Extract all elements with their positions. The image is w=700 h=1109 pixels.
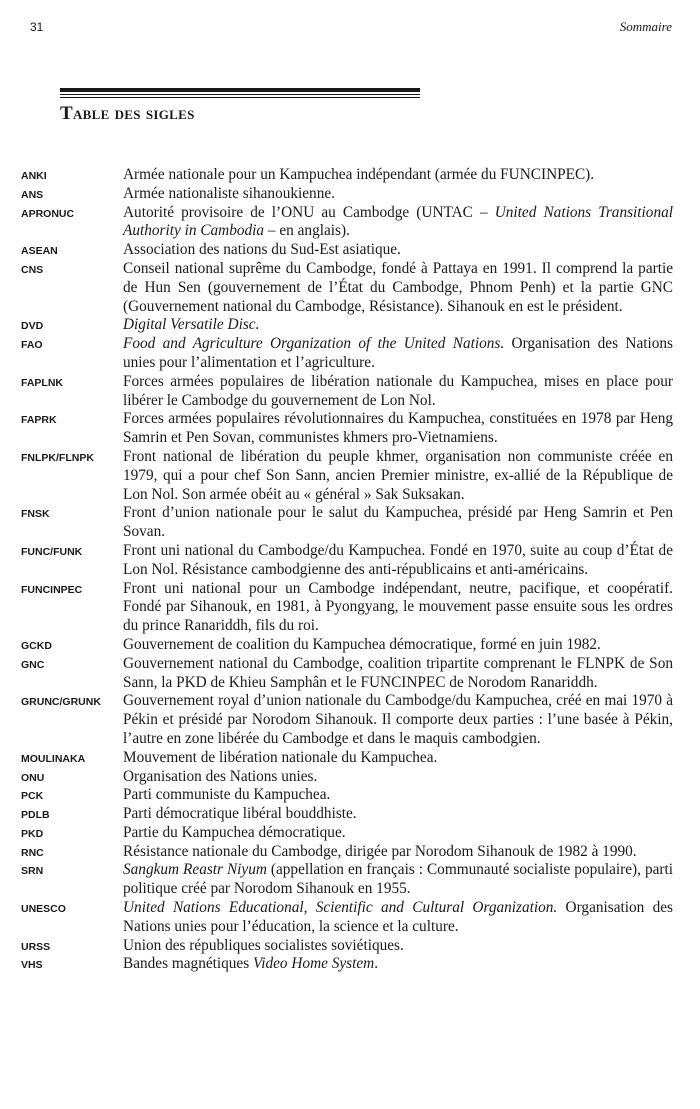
acronym-definition — [123, 692, 673, 748]
acronym-entry — [21, 373, 673, 411]
definition-segment: . — [374, 955, 379, 973]
acronym: PKD — [21, 827, 44, 840]
acronym-definition — [123, 843, 673, 862]
definition-segment: Organisation des Nations unies. — [123, 767, 318, 785]
definition-segment: Résistance nationale du Cambodge, dirigée par Norodom Sihanouk de 1982 à 1990. — [123, 842, 637, 860]
acronym: PDLB — [21, 809, 50, 822]
acronym: SRN — [21, 865, 44, 878]
definition-italic-segment: United Nations Educational, Scientific and Cultural Organization. — [123, 899, 558, 917]
acronym-entry — [21, 542, 673, 580]
acronym: APRONUC — [21, 207, 75, 220]
acronym-definition — [123, 899, 673, 937]
acronym-entry — [21, 185, 673, 204]
acronym-definition — [123, 768, 673, 787]
acronym-definition — [123, 655, 673, 693]
definition-segment: Organisation des Nations unies pour l’alimentation et l’agriculture. — [123, 335, 673, 371]
acronym-definition — [123, 373, 673, 411]
acronym-definition — [123, 316, 673, 335]
acronym-definition — [123, 448, 673, 504]
definition-segment: Parti communiste du Kampuchea. — [123, 786, 331, 804]
acronym: FAPLNK — [21, 376, 63, 389]
acronym-entry — [21, 749, 673, 768]
acronym-definition — [123, 937, 673, 956]
acronym-entry — [21, 955, 673, 974]
acronym: DVD — [21, 320, 44, 333]
acronym-entry — [21, 655, 673, 693]
acronym-entry — [21, 316, 673, 335]
acronym: ANKI — [21, 170, 47, 182]
definition-segment: Mouvement de libération nationale du Kampuchea. — [123, 748, 438, 766]
acronym-entry — [21, 899, 673, 937]
definition-segment: Bandes magnétiques — [123, 955, 253, 973]
definition-segment: Front national de libération du peuple khmer, organisation non communiste créée en 1979, qui a pour chef Son Sann, ancien Premier ministre, ex-allié de la République de Lon Nol. Son armée obéit au « général » Sak Suksakan. — [123, 447, 673, 503]
acronym-definition — [123, 636, 673, 655]
acronym-entry — [21, 260, 673, 316]
definition-segment: Union des républiques socialistes soviétiques. — [123, 936, 404, 954]
acronym-entry — [21, 805, 673, 824]
definition-segment: – en anglais). — [264, 222, 350, 240]
definition-segment: Forces armées populaires révolutionnaires du Kampuchea, constituées en 1978 par Heng Samrin et Pen Sovan, communistes khmers pro-Vietnamiens. — [123, 410, 673, 447]
acronym-definition — [123, 410, 673, 448]
definition-italic-segment: United Nations Transitional Authority in Cambodia — [123, 203, 674, 240]
definition-segment: Association des nations du Sud-Est asiatique. — [123, 241, 401, 259]
definition-italic-segment: Food and Agriculture Organization of the United Nations. — [123, 335, 505, 353]
acronym-definition — [123, 861, 673, 899]
acronym-entry — [21, 843, 673, 862]
definition-italic-segment: Digital Versatile Disc. — [123, 316, 260, 334]
acronym: VHS — [21, 959, 43, 972]
acronym-definition — [123, 749, 673, 768]
acronym-entry — [21, 448, 673, 504]
acronym: GNC — [21, 658, 45, 671]
definition-italic-segment: Video Home System — [253, 955, 375, 973]
acronym-definition — [123, 542, 673, 580]
acronym-entry — [21, 861, 673, 899]
acronym: CNS — [21, 263, 44, 276]
acronym-entry — [21, 580, 673, 636]
acronym: FUNCINPEC — [21, 583, 83, 596]
acronym-entry — [21, 786, 673, 805]
definition-segment: Organisation des Nations unies pour l’éducation, la science et la culture. — [123, 899, 673, 935]
definition-segment: Autorité provisoire de l’ONU au Cambodge (UNTAC – — [123, 203, 495, 221]
acronym-entry — [21, 636, 673, 655]
acronym-definition — [123, 580, 673, 636]
acronym: FAO — [21, 339, 43, 352]
acronym-list — [21, 166, 673, 974]
definition-segment: Front d’union nationale pour le salut du Kampuchea, présidé par Heng Samrin et Pen Sovan. — [123, 504, 673, 541]
acronym-entry — [21, 768, 673, 787]
acronym-entry — [21, 692, 673, 748]
acronym-definition — [123, 185, 673, 204]
acronym-definition — [123, 204, 673, 242]
acronym: ANS — [21, 188, 44, 201]
definition-segment: Gouvernement national du Cambodge, coalition tripartite comprenant le FLNPK de Son Sann, la PKD de Khieu Samphân et le FUNCINPEC de Norodom Ranariddh. — [123, 654, 673, 691]
acronym: UNESCO — [21, 903, 66, 916]
acronym: MOULINAKA — [21, 752, 86, 765]
acronym-entry — [21, 166, 673, 185]
definition-segment: Parti démocratique libéral bouddhiste. — [123, 805, 357, 823]
definition-segment: Gouvernement de coalition du Kampuchea démocratique, formé en juin 1982. — [123, 635, 601, 653]
acronym-entry — [21, 410, 673, 448]
acronym: RNC — [21, 846, 44, 859]
section-title: Table des sigles — [60, 103, 195, 124]
acronym: ONU — [21, 771, 45, 784]
acronym: FNLPK/FLNPK — [21, 451, 94, 464]
acronym-definition — [123, 260, 673, 316]
acronym-entry — [21, 824, 673, 843]
definition-segment: Armée nationale pour un Kampuchea indépendant (armée du FUNCINPEC). — [123, 166, 595, 183]
acronym-definition — [123, 805, 673, 824]
acronym-definition — [123, 786, 673, 805]
definition-italic-segment: Sangkum Reastr Niyum — [123, 861, 267, 879]
acronym-definition — [123, 166, 673, 185]
page-number: 31 — [30, 20, 44, 34]
acronym: URSS — [21, 940, 51, 953]
acronym-definition — [123, 335, 673, 373]
acronym: GRUNC/GRUNK — [21, 696, 101, 709]
acronym-entry — [21, 504, 673, 542]
acronym-definition — [123, 504, 673, 542]
acronym: FAPRK — [21, 414, 57, 427]
acronym-entry — [21, 204, 673, 242]
acronym-definition — [123, 241, 673, 260]
definition-segment: Conseil national suprême du Cambodge, fondé à Pattaya en 1991. Il comprend la partie de Hun Sen (gouvernement de l’État du Cambodge, Phnom Penh) et la partie GNC (Gouvernement national du Cambodge, Résistance). Sihanouk en est le président. — [123, 259, 673, 315]
definition-segment: Partie du Kampuchea démocratique. — [123, 823, 346, 841]
acronym: ASEAN — [21, 245, 58, 258]
definition-segment: Gouvernement royal d’union nationale du Cambodge/du Kampuchea, créé en mai 1970 à Pékin et présidé par Norodom Sihanouk. Il comporte deux parties : l’une basée à Pékin, l’autre en zone libérée du Cambodge et dans le maquis cambodgien. — [123, 692, 673, 747]
title-rule — [60, 88, 420, 98]
definition-segment: (appellation en français : Communauté socialiste populaire), parti politique créé par Norodom Sihanouk en 1955. — [123, 861, 673, 898]
acronym: PCK — [21, 790, 44, 803]
acronym: GCKD — [21, 639, 52, 652]
acronym-entry — [21, 241, 673, 260]
acronym-entry — [21, 937, 673, 956]
definition-segment: Front uni national pour un Cambodge indépendant, neutre, pacifique, et coopératif. Fondé par Sihanouk, en 1981, à Pyongyang, le mouvement passe ensuite sous les ordres du prince Ranariddh, fils du roi. — [123, 579, 673, 635]
definition-segment: Armée nationaliste sihanoukienne. — [123, 184, 335, 202]
acronym: FNSK — [21, 508, 50, 521]
definition-segment: Front uni national du Cambodge/du Kampuchea. Fondé en 1970, suite au coup d’État de Lon Nol. Résistance cambodgienne des anti-républicains et anti-américains. — [123, 541, 673, 578]
acronym: FUNC/FUNK — [21, 545, 83, 558]
acronym-entry — [21, 335, 673, 373]
acronym-definition — [123, 824, 673, 843]
running-head: Sommaire — [619, 19, 672, 34]
definition-segment: Forces armées populaires de libération nationale du Kampuchea, mises en place pour libérer le Cambodge du gouvernement de Lon Nol. — [123, 372, 673, 409]
acronym-definition — [123, 955, 673, 974]
